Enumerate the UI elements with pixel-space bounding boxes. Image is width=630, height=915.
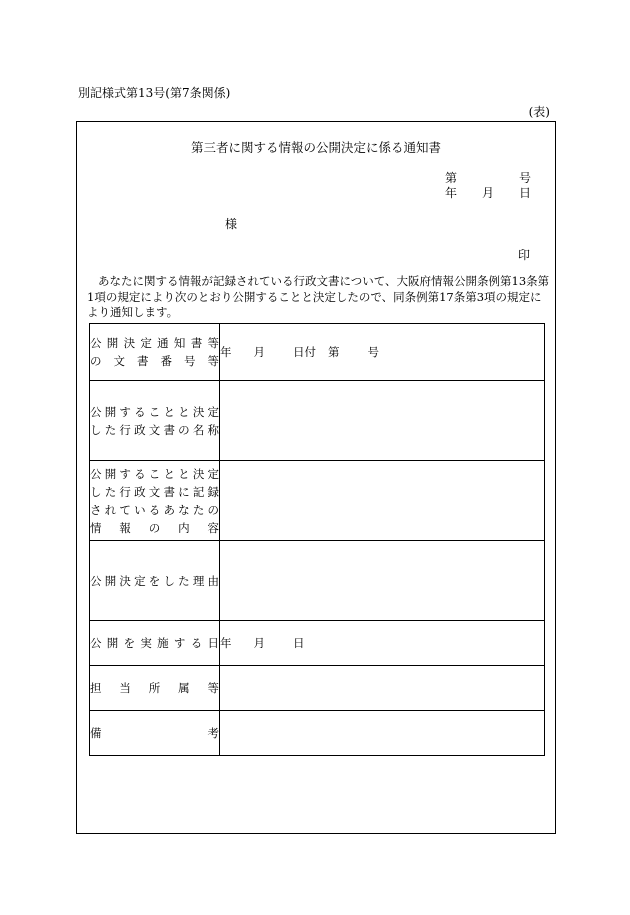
row-label-line: さ れ て い る あ な た の [90,502,219,517]
date-day: 日 [518,186,531,200]
reason-row [90,541,545,621]
row-label-lines [90,634,219,652]
row-value[interactable] [220,461,545,541]
number-prefix: 第 [445,171,458,185]
notice-table [89,323,545,756]
row-label-line: 公 開 す る こ と と 決 定 [90,404,219,419]
row-label-line: し た 行 政 文 書 の 名 称 [90,422,219,437]
row-label [90,621,220,666]
row-value[interactable] [220,711,545,756]
seal-mark: 印 [518,248,531,262]
row-label-lines [90,724,219,742]
row-label-lines [90,403,219,439]
document-title: 第三者に関する情報の公開決定に係る通知書 [190,140,441,155]
disclosure-date-row [90,621,545,666]
row-label [90,461,220,541]
issue-date [445,184,531,201]
value-part: 年 [220,636,232,650]
document-name-row [90,381,545,461]
row-label-line: 担 当 所 属 等 [90,681,219,695]
form-reference: 別記様式第13号(第7条関係) [78,86,231,100]
notice-frame [76,121,556,834]
value-part: 号 [367,345,379,359]
row-value[interactable] [220,666,545,711]
row-label-line: 備 考 [90,726,219,740]
value-part: 月 [253,636,265,650]
row-label-line: 公 開 決 定 を し た 理 由 [90,573,219,588]
row-value[interactable] [220,324,545,381]
row-label [90,381,220,461]
row-label-lines [90,465,219,537]
row-label-line: 公 開 決 定 通 知 書 等 [90,336,219,350]
row-label [90,324,220,381]
row-value[interactable] [220,381,545,461]
row-value-text [220,344,544,360]
row-label [90,711,220,756]
date-month: 月 [481,186,494,200]
row-label [90,666,220,711]
front-side-label: (表) [528,105,550,119]
row-label-line: の 文 書 番 号 等 [90,354,219,368]
notice-body: あなたに関する情報が記録されている行政文書について、大阪府情報公開条例第13条第1項の規定により次のとおり公開することと決定したので、同条例第17条第3項の規定により通知します。 [87,274,550,319]
info-content-row [90,461,545,541]
row-label-line: 公 開 す る こ と と 決 定 [90,466,219,481]
value-part: 日 [293,636,305,650]
row-label-line: 公 開 を 実 施 す る 日 [90,636,219,650]
department-row [90,666,545,711]
remarks-row [90,711,545,756]
row-label-lines [90,334,219,370]
value-part: 日付 [293,345,316,359]
row-label-line: し た 行 政 文 書 に 記 録 [90,484,219,499]
row-label [90,541,220,621]
value-part: 月 [253,345,265,359]
addressee: 様 [225,217,238,231]
row-label-lines [90,572,219,590]
row-label-line: 情 報 の 内 容 [90,520,219,535]
row-value-text [220,635,544,651]
value-part: 年 [220,345,232,359]
number-suffix: 号 [518,171,531,185]
row-value[interactable] [220,541,545,621]
document-number-row [90,324,545,381]
value-part: 第 [328,345,340,359]
row-label-lines [90,679,219,697]
row-value[interactable] [220,621,545,666]
date-year: 年 [445,186,458,200]
